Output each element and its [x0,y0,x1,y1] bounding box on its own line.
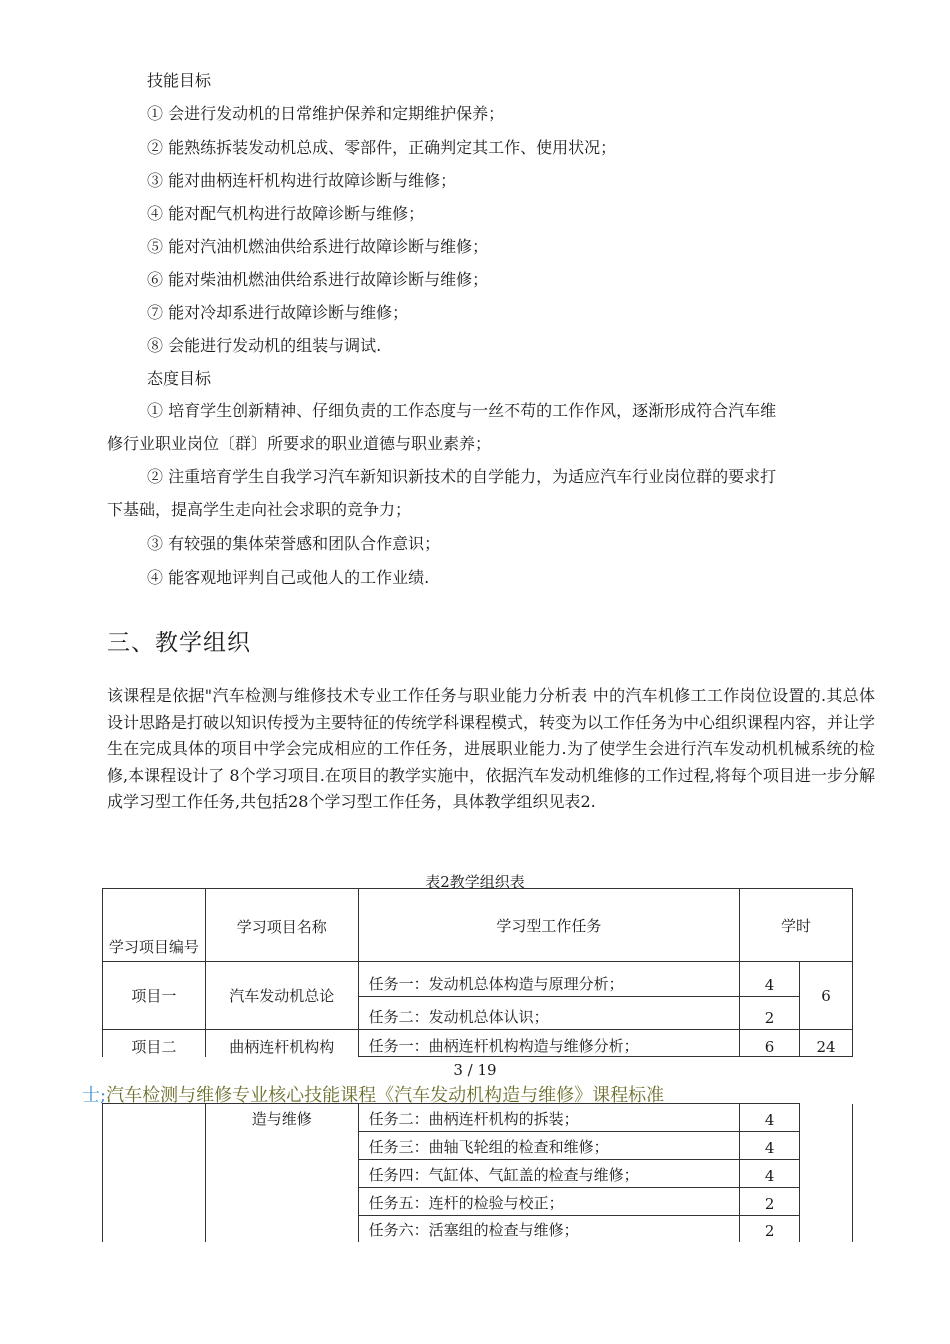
project-2-name-part-2: 造与维修 [205,1104,358,1242]
skill-item: ⑥ 能对柴油机燃油供给系进行故障诊断与维修； [147,270,489,289]
table-row [103,1104,853,1132]
table-row [103,1030,853,1057]
project-1-task-2: 任务二：发动机总体认识； [358,997,739,1030]
table-header-row [103,889,853,962]
skill-item: ① 会进行发动机的日常维护保养和定期维护保养； [147,104,505,123]
skill-item: ③ 能对曲柄连杆机构进行故障诊断与维修； [147,171,457,190]
project-1-id: 项目一 [103,962,206,1030]
project-2-task-3: 任务三：曲轴飞轮组的检查和维修； [358,1132,739,1160]
section-paragraph: 该课程是依据"汽车检测与维修技术专业工作任务与职业能力分析表 中的汽车机修工工作岗位设置的.其总体设计思路是打破以知识传授为主要特征的传统学科课程模式，转变为以工作任务为中心组织课程内容，并让学生在完成具体的项目中学会完成相应的工作任务，进展职业能力.为了使学生会进行汽车发动机机械系统的检修,本课程设计了 8个学习项目.在项目的教学实施中，依据汽车发动机维修的工作过程,将每个项目进一步分解成学习型工作任务,共包括28个学习型工作任务，具体教学组织见表2. [107,686,876,812]
project-2-total-hours: 24 [800,1030,853,1057]
project-2-task-6: 任务六：活塞组的检查与维修； [358,1216,739,1242]
project-2-id: 项目二 [103,1030,206,1057]
table-row [103,962,853,997]
header-mark: 士; [82,1085,107,1106]
project-2-task-5: 任务五：连杆的检验与校正； [358,1188,739,1216]
attitude-title: 态度目标 [147,369,212,388]
section-heading: 三、教学组织 [107,630,251,656]
attitude-item-1-line-2: 修行业职业岗位〔群〕所要求的职业道德与职业素养； [107,434,492,453]
project-2-total-cont [800,1104,853,1242]
project-2-task-6-hours: 2 [740,1216,800,1242]
project-2-id-cont [103,1104,206,1242]
table-caption: 表2教学组织表 [425,873,525,891]
project-2-task-1: 任务一：曲柄连杆机构构造与维修分析； [358,1030,739,1057]
attitude-item-2-line-1: ② 注重培育学生自我学习汽车新知识新技术的自学能力，为适应汽车行业岗位群的要求打 [147,467,777,486]
project-1-task-1: 任务一：发动机总体构造与原理分析； [358,962,739,997]
project-2-task-2: 任务二：曲柄连杆机构的拆装； [358,1104,739,1132]
attitude-item-4: ④ 能客观地评判自己或他人的工作业绩. [147,568,430,587]
project-1-total-hours: 6 [800,962,853,1030]
attitude-item-2-line-2: 下基础，提高学生走向社会求职的竞争力； [107,500,412,519]
skill-item: ⑦ 能对冷却系进行故障诊断与维修； [147,303,409,322]
skill-item: ④ 能对配气机构进行故障诊断与维修； [147,204,425,223]
skill-item: ⑧ 会能进行发动机的组装与调试. [147,336,382,355]
skills-title: 技能目标 [147,71,212,90]
project-1-name: 汽车发动机总论 [205,962,358,1030]
teaching-organization-table [102,888,853,1057]
project-2-task-3-hours: 4 [740,1132,800,1160]
header-project-id: 学习项目编号 [103,889,206,962]
project-2-name-part-1: 曲柄连杆机构构 [205,1030,358,1057]
project-2-task-4: 任务四：气缸体、气缸盖的检查与维修； [358,1160,739,1188]
project-2-task-5-hours: 2 [740,1188,800,1216]
attitude-item-1-line-1: ① 培育学生创新精神、仔细负责的工作态度与一丝不苟的工作作风，逐渐形成符合汽车维 [147,401,777,420]
skill-item: ⑤ 能对汽油机燃油供给系进行故障诊断与维修； [147,237,489,256]
header-tasks: 学习型工作任务 [358,889,739,962]
project-2-task-2-hours: 4 [740,1104,800,1132]
header-hours: 学时 [740,889,853,962]
attitude-item-3: ③ 有较强的集体荣誉感和团队合作意识； [147,534,441,553]
header-project-name: 学习项目名称 [205,889,358,962]
project-1-task-1-hours: 4 [740,962,800,997]
project-2-task-4-hours: 4 [740,1160,800,1188]
skill-item: ② 能熟练拆装发动机总成、零部件，正确判定其工作、使用状况； [147,138,617,157]
page-number: 3 / 19 [453,1061,497,1079]
teaching-organization-table-continued [102,1103,853,1242]
project-2-task-1-hours: 6 [740,1030,800,1057]
running-header-title: 汽车检测与维修专业核心技能课程《汽车发动机构造与维修》课程标准 [106,1085,665,1106]
project-1-task-2-hours: 2 [740,997,800,1030]
